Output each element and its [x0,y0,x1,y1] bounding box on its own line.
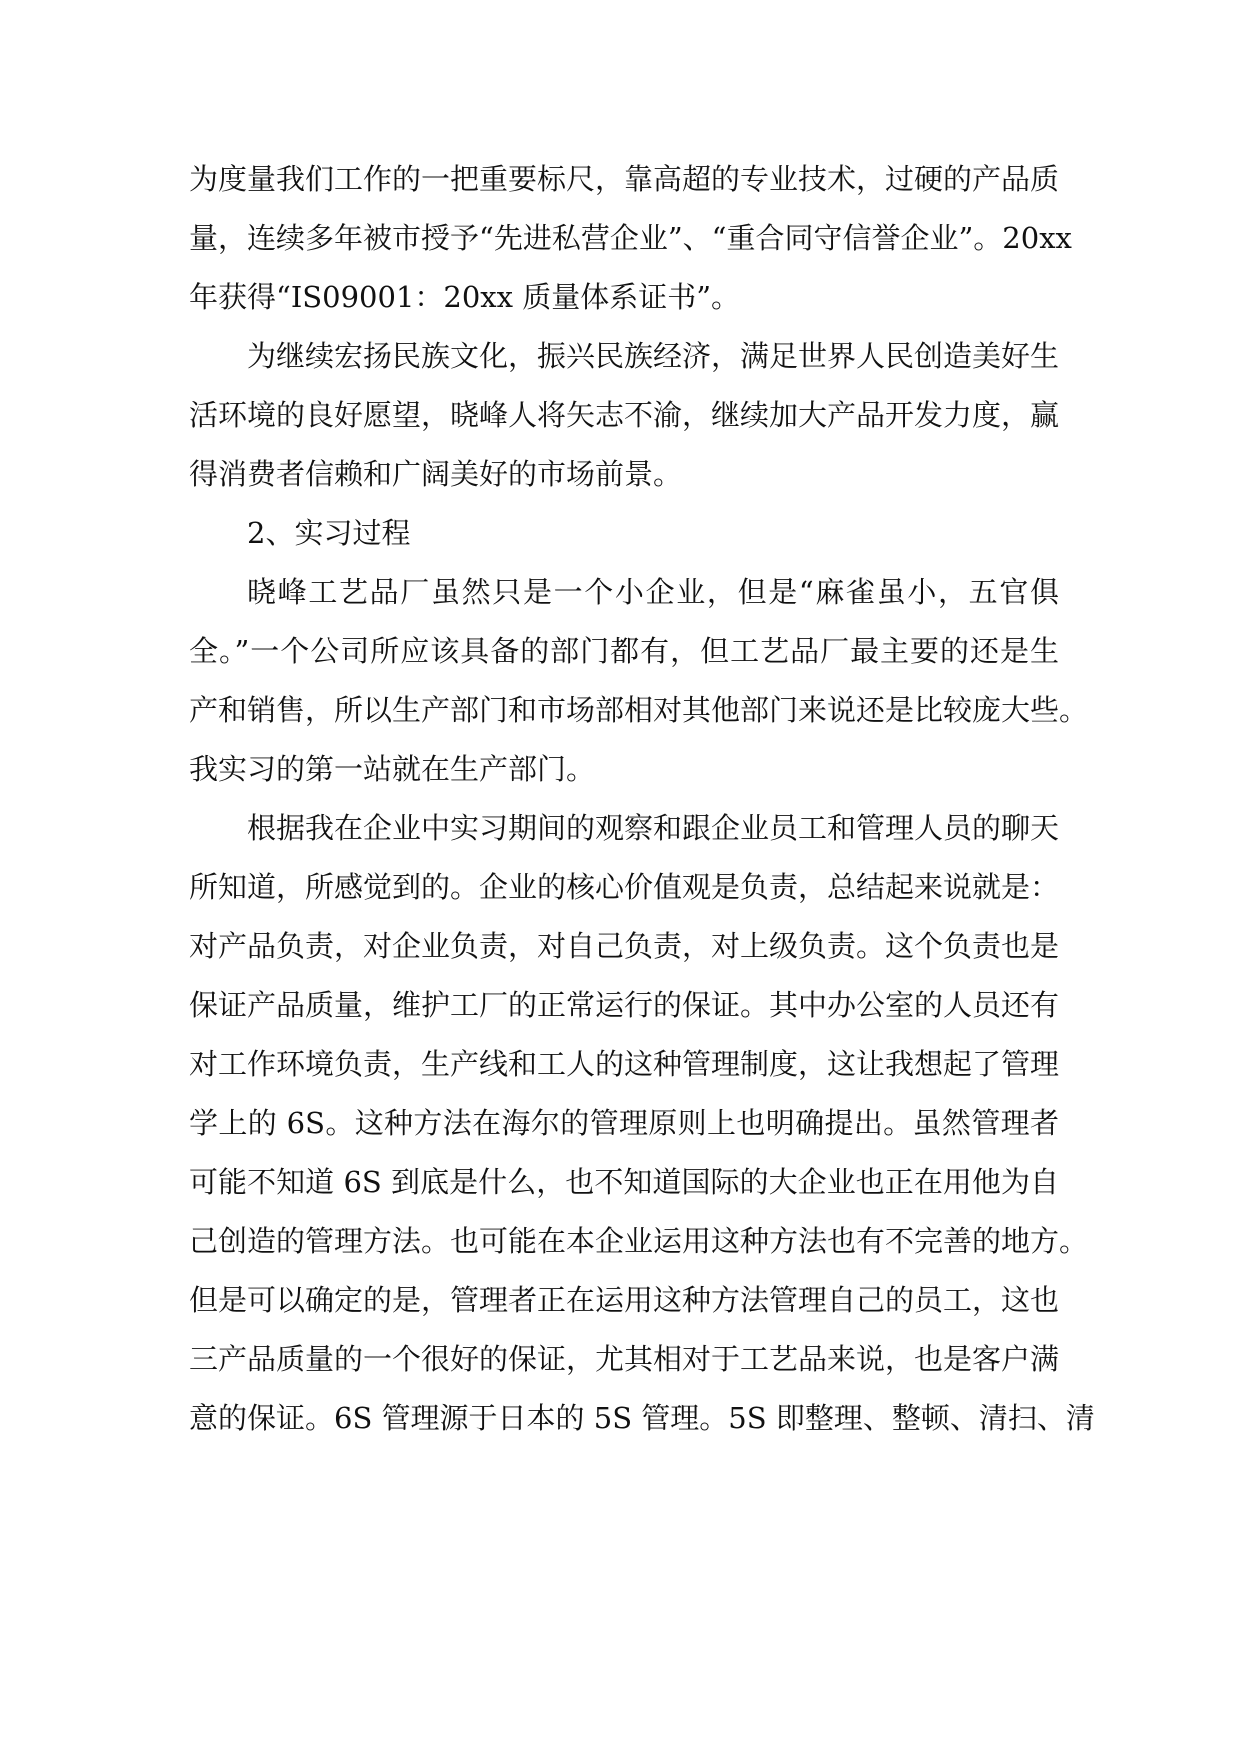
text-line: 年获得“IS09001：20xx 质量体系证书”。 [189,280,741,314]
document-body [189,150,1095,1448]
text-line: 对产品负责，对企业负责，对自己负责，对上级负责。这个负责也是 [189,929,1060,963]
paragraph-quality-certification [189,150,1072,327]
text-line: 为度量我们工作的一把重要标尺，靠高超的专业技术，过硬的产品质 [189,162,1060,196]
text-line: 活环境的良好愿望，晓峰人将矢志不渝，继续加大产品开发力度，赢 [189,398,1060,432]
text-line: 产和销售，所以生产部门和市场部相对其他部门来说还是比较庞大些。 [189,693,1089,727]
text-line: 量，连续多年被市授予“先进私营企业”、“重合同守信誉企业”。20xx [189,221,1072,255]
text-line: 己创造的管理方法。也可能在本企业运用这种方法也有不完善的地方。 [189,1224,1089,1258]
section-heading-internship-process [189,504,1059,563]
text-line: 对工作环境负责，生产线和工人的这种管理制度，这让我想起了管理 [189,1047,1060,1081]
paragraph-core-values-6s [189,799,1095,1448]
paragraph-factory-departments [189,563,1089,799]
text-line: 晓峰工艺品厂虽然只是一个小企业，但是“麻雀虽小，五官俱 [247,575,1059,609]
text-line: 全。”一个公司所应该具备的部门都有，但工艺品厂最主要的还是生 [189,634,1059,668]
text-line: 学上的 6S。这种方法在海尔的管理原则上也明确提出。虽然管理者 [189,1106,1059,1140]
section-heading: 2、实习过程 [247,516,411,550]
text-line: 我实习的第一站就在生产部门。 [189,752,596,786]
text-line: 意的保证。6S 管理源于日本的 5S 管理。5S 即整理、整顿、清扫、清 [189,1401,1095,1435]
paragraph-company-vision [189,327,1059,504]
text-line: 得消费者信赖和广阔美好的市场前景。 [189,457,683,491]
text-line: 根据我在企业中实习期间的观察和跟企业员工和管理人员的聊天 [247,811,1060,845]
text-line: 所知道，所感觉到的。企业的核心价值观是负责，总结起来说就是： [189,870,1060,904]
text-line: 为继续宏扬民族文化，振兴民族经济，满足世界人民创造美好生 [247,339,1060,373]
text-line: 三产品质量的一个很好的保证，尤其相对于工艺品来说，也是客户满 [189,1342,1060,1376]
text-line: 但是可以确定的是，管理者正在运用这种方法管理自己的员工，这也 [189,1283,1060,1317]
text-line: 可能不知道 6S 到底是什么，也不知道国际的大企业也正在用他为自 [189,1165,1059,1199]
text-line: 保证产品质量，维护工厂的正常运行的保证。其中办公室的人员还有 [189,988,1060,1022]
